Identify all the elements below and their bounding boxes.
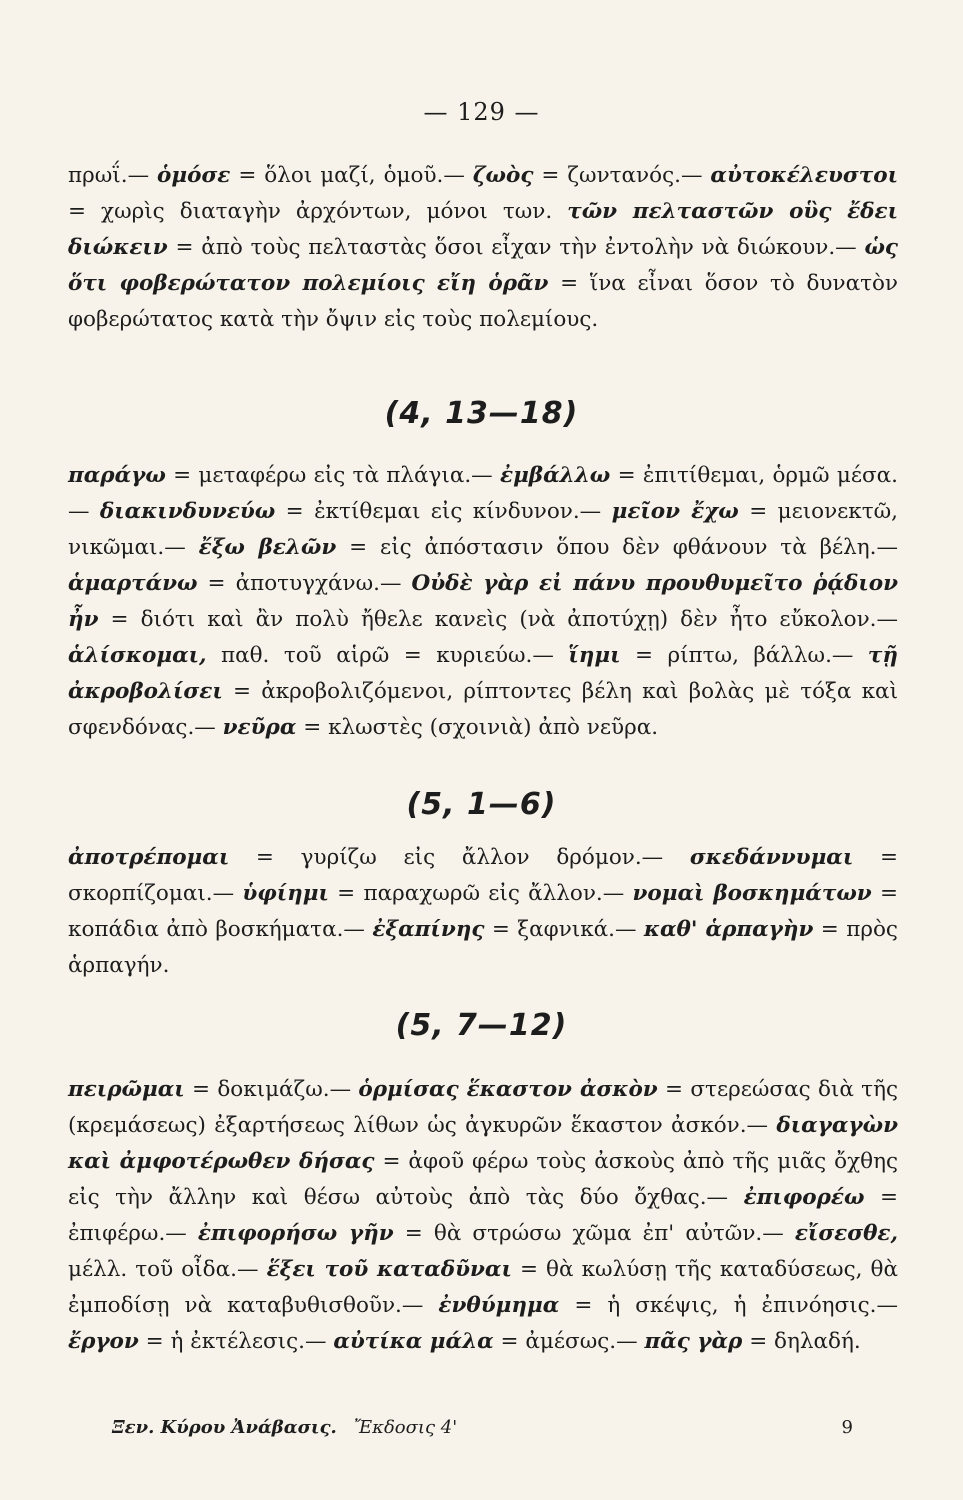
glossary-block-1 [68,158,898,338]
headword: ἔργον [68,1329,139,1354]
headword: τῇ ἀκροβολίσει [68,643,898,704]
gloss-text: = δοκιμάζω.— [184,1077,359,1102]
glossary-block-4 [68,1072,898,1360]
headword: ἐξαπίνης [372,917,485,942]
gloss-text: = διότι καὶ ἂν πολὺ ἤθελε κανεὶς (νὰ ἀποτύχῃ) δὲν ἦτο εὔκολον.— [98,607,898,632]
page-number: — 129 — [423,98,540,126]
gloss-text: = πρὸς ἁρπαγήν. [68,917,898,978]
headword: ἐπιφορήσω γῆν [197,1221,394,1246]
headword: πᾶς γὰρ [644,1329,743,1354]
gloss-text: = ἐπιτίθεμαι, ὁρμῶ μέσα.— [68,463,899,524]
headword: καθ' ἁρπαγὴν [643,917,814,942]
headword: ὡς ὅτι φοβερώτατον πολεμίοις εἴη ὁρᾶν [68,235,898,296]
gloss-text: = ρίπτω, βάλλω.— [620,643,868,668]
gloss-text: = ἀμέσως.— [493,1329,645,1354]
gloss-text: = ἡ σκέψις, ἡ ἐπινόησις.— [559,1293,899,1318]
gloss-text: = ἀποτυγχάνω.— [197,571,412,596]
gloss-text: = ἐπιφέρω.— [68,1185,898,1246]
headword: παράγω [68,463,166,488]
headword: ἀποτρέπομαι [68,845,230,870]
glossary-block-3 [68,840,898,984]
gloss-text: = χωρὶς διαταγὴν ἀρχόντων, μόνοι των. [68,199,568,224]
gloss-text: = θὰ κωλύσῃ τῆς καταδύσεως, θὰ ἐμποδίσῃ νὰ καταβυθισθοῦν.— [68,1257,899,1318]
gloss-text: = κλωστὲς (σχοινιὰ) ἀπὸ νεῦρα. [296,715,659,740]
headword: ἐμβάλλω [500,463,611,488]
gloss-text: = στερεώσας διὰ τῆς (κρεμάσεως) ἐξαρτήσεως λίθων ὡς ἀγκυρῶν ἕκαστον ἀσκόν.— [68,1077,898,1138]
headword: νομαὶ βοσκημάτων [632,881,872,906]
gloss-text: = ἀφοῦ φέρω τοὺς ἀσκοὺς ἀπὸ τῆς μιᾶς ὄχθης εἰς τὴν ἄλλην καὶ θέσω αὐτοὺς ἀπὸ τὰς δύο ὄχθας.— [68,1149,899,1210]
gloss-text: = σκορπίζομαι.— [68,845,898,906]
footer-signature: 9 [841,1417,853,1438]
headword: πειρῶμαι [68,1077,185,1102]
headword: σκεδάννυμαι [689,845,854,870]
headword: ὑφίημι [242,881,329,906]
gloss-text: = ξαφνικά.— [484,917,644,942]
headword: ἁλίσκομαι, [68,643,207,668]
footer-edition: Ἔκδοσις 4' [354,1417,458,1438]
headword: ζωὸς [472,163,534,188]
gloss-text: παθ. τοῦ αἱρῶ = κυριεύω.— [206,643,569,668]
gloss-text: = μειονεκτῶ, νικῶμαι.— [68,499,899,560]
gloss-text: = ἵνα εἶναι ὅσον τὸ δυνατὸν φοβερώτατος κατὰ τὴν ὄψιν εἰς τοὺς πολεμίους. [68,271,898,332]
footer-book-title: Ξεν. Κύρου Ἀνάβασις. [112,1417,337,1438]
page-footer [112,1417,853,1438]
headword: ἐνθύμημα [438,1293,560,1318]
gloss-text: = γυρίζω εἰς ἄλλον δρόμον.— [229,845,690,870]
gloss-text: = ἐκτίθεμαι εἰς κίνδυνον.— [275,499,612,524]
section-heading-2: (5, 1—6) [406,787,557,822]
gloss-text: μέλλ. τοῦ οἶδα.— [68,1257,267,1282]
gloss-text: = θὰ στρώσω χῶμα ἐπ' αὐτῶν.— [393,1221,795,1246]
headword: διαγαγὼν καὶ ἀμφοτέρωθεν δήσας [68,1113,898,1174]
headword: τῶν πελταστῶν οὓς ἔδει διώκειν [68,199,898,260]
headword: Οὐδὲ γὰρ εἰ πάνυ προυθυμεῖτο ῥᾴδιον ἦν [68,571,898,632]
gloss-text: = ἀκροβολιζόμενοι, ρίπτοντες βέλη καὶ βολὰς μὲ τόξα καὶ σφενδόνας.— [68,679,898,740]
headword: διακινδυνεύω [99,499,276,524]
gloss-text: = παραχωρῶ εἰς ἄλλον.— [328,881,633,906]
gloss-text: = μεταφέρω εἰς τὰ πλάγια.— [165,463,500,488]
gloss-text: = ζωντανός.— [533,163,711,188]
glossary-block-2 [68,458,898,746]
gloss-text: = κοπάδια ἀπὸ βοσκήματα.— [68,881,898,942]
headword: νεῦρα [222,715,297,740]
headword: μεῖον ἔχω [611,499,739,524]
headword: αὐτίκα μάλα [333,1329,494,1354]
headword: ἐπιφορέω [743,1185,865,1210]
headword: εἴσεσθε, [794,1221,898,1246]
headword: ὁμόσε [157,163,231,188]
gloss-text: = ἀπὸ τοὺς πελταστὰς ὅσοι εἶχαν τὴν ἐντολὴν νὰ διώκουν.— [167,235,865,260]
headword: ἵημι [568,643,621,668]
headword: αὐτοκέλευστοι [710,163,898,188]
gloss-text: = ἡ ἐκτέλεσις.— [138,1329,334,1354]
headword: ἔξω βελῶν [198,535,337,560]
gloss-text: πρωΐ.— [68,163,158,188]
gloss-text: = ὅλοι μαζί, ὁμοῦ.— [230,163,473,188]
headword: ὁρμίσας ἕκαστον ἀσκὸν [358,1077,658,1102]
section-heading-3: (5, 7—12) [395,1008,568,1043]
section-heading-1: (4, 13—18) [384,396,579,431]
headword: ἕξει τοῦ καταδῦναι [266,1257,512,1282]
gloss-text: = δηλαδή. [742,1329,861,1354]
gloss-text: = εἰς ἀπόστασιν ὅπου δὲν φθάνουν τὰ βέλη.— [336,535,899,560]
headword: ἁμαρτάνω [68,571,198,596]
